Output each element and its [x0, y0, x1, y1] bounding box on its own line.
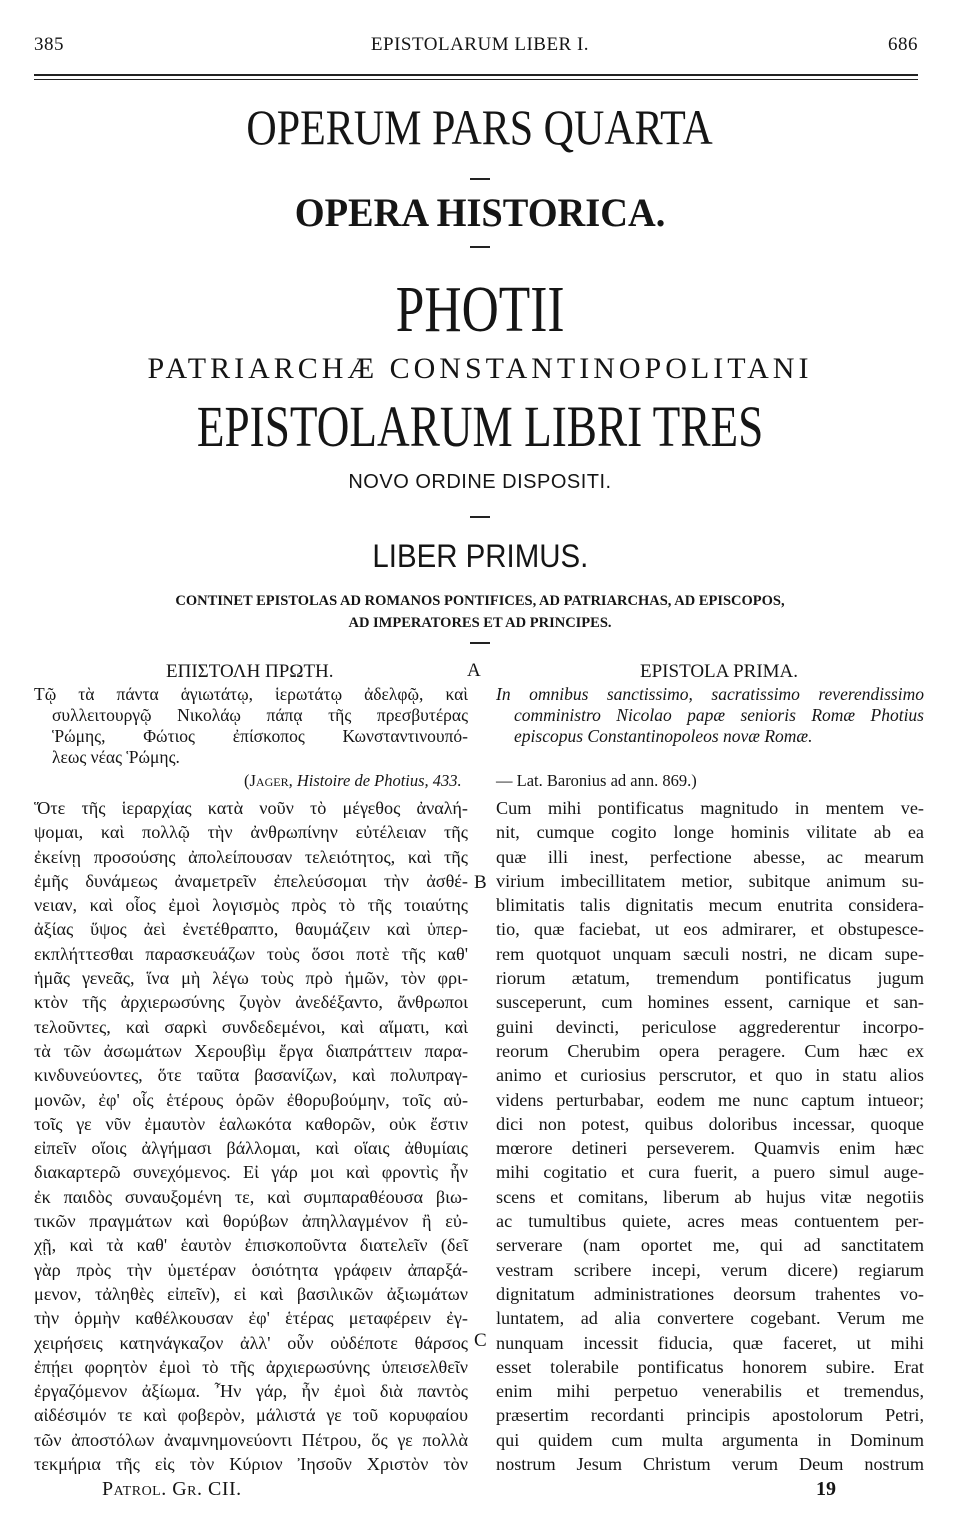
- title-epistolarum: EPISTOLARUM LIBRI TRES: [196, 394, 764, 459]
- title-novo-ordine: NOVO ORDINE DISPOSITI.: [348, 471, 612, 493]
- latin-body-line: reorum Cherubim opera peragere. Cum hæc ex: [496, 1040, 924, 1061]
- footer-patrologia: Patrol. Gr. CII.: [102, 1478, 242, 1500]
- greek-address-line: Τῷ τὰ πάντα ἁγιωτάτῳ, ἱερωτάτῳ ἀδελφῷ, καὶ: [34, 684, 468, 704]
- title-contents-line1: CONTINET EPISTOLAS AD ROMANOS PONTIFICES, AD PATRIARCHAS, AD EPISCOPOS,: [175, 593, 785, 609]
- greek-body-line: τὴν ὁρμὴν καθέλκουσαν ἐφ' ἑτέρας μεταφέρειν ἐγ-: [34, 1308, 468, 1329]
- latin-body-line: mihi cogitatio et cura fuerit, a puero simul auge-: [496, 1162, 924, 1183]
- latin-address-line: comministro Nicolao papæ senioris Romæ Photius: [514, 705, 924, 725]
- footer-signature: 19: [816, 1478, 836, 1500]
- greek-body-line: ἐκείνῃ προσούσης ἀπολείπουσαν τελειότητος, καὶ τῆς: [34, 846, 468, 867]
- latin-body-line: esset tolerabile pontificatus honorem subire. Erat: [496, 1356, 924, 1377]
- latin-body-line: luntatem, ad alia convertere cogebant. Verum me: [496, 1308, 924, 1329]
- latin-body-line: præsertim recordanti principis apostolorum Petri,: [496, 1405, 924, 1426]
- title-dash-3: [470, 516, 490, 518]
- latin-address-line: In omnibus sanctissimo, sacratissimo reverendissimo: [496, 684, 924, 704]
- greek-address-line: Ῥώμης, Φώτιος ἐπίσκοπος Κωνσταντινουπό-: [52, 726, 468, 746]
- greek-body-line: τῶν ἀποστόλων ἀναμνημονεύοντι Πέτρου, ὅς γε πολλὰ: [34, 1429, 468, 1450]
- greek-body-line: ψομαι, καὶ πολλῷ τὴν ἀνθρωπίνην εὐτέλειαν τῆς: [34, 822, 468, 843]
- greek-body-line: κτὸν τῆς ἀρχιερωσύνης ζυγὸν ἀνεδέξαντο, ἄνθρωποι: [34, 992, 468, 1013]
- latin-body-line: tio, quæ faciebat, ut eos admirarer, et obstupesce-: [496, 919, 924, 940]
- latin-body-line: videns perturbabar, eodem me nunc captum intueor;: [496, 1089, 924, 1110]
- latin-body-line: qui quidem cum multa argumenta in Dominum: [496, 1429, 924, 1450]
- source-title: , Histoire de Photius, 433.: [288, 771, 462, 790]
- greek-body-line: αἰδέσιμόν τε καὶ φοβερὸν, μάλιστά γε τοῦ κορυφαίου: [34, 1405, 468, 1426]
- title-dash-4: [470, 642, 490, 644]
- margin-letter-c: C: [474, 1330, 487, 1351]
- title-dash-2: [470, 246, 490, 248]
- greek-body-line: Ὅτε τῆς ἱεραρχίας κατὰ νοῦν τὸ μέγεθος ἀναλή-: [34, 798, 468, 818]
- latin-body-line: enim mihi perpetuo venerabilis et tremendus,: [496, 1381, 924, 1402]
- greek-body-line: τικῶν πραγμάτων καὶ θορύβων ἀπηλλαγμένον ἢ εὐ-: [34, 1211, 468, 1232]
- latin-body-line: dignitatum administrationes deorsum trahentes vo-: [496, 1283, 924, 1304]
- title-photii: PHOTII: [395, 273, 565, 346]
- latin-body-line: virium imbecillitatem metior, subitque animum su-: [496, 870, 924, 891]
- latin-body-text: [496, 796, 924, 1476]
- greek-body-line: τελοῦντες, καὶ σαρκὶ συνδεδεμένοι, καὶ αἵματι, καὶ: [34, 1016, 468, 1037]
- latin-body-line: scens et comitans, liberum ab hujus vitæ negotiis: [496, 1186, 924, 1207]
- greek-body-line: ἐκ παιδὸς συναυξομένη τε, καὶ συμπαραθέουσα βιω-: [34, 1186, 468, 1207]
- greek-body-line: ἐργαζόμενον ἀξίωμα. Ἦν γάρ, ἦν ἐμοὶ διὰ παντὸς: [34, 1381, 468, 1402]
- header-rule-top: [34, 74, 918, 76]
- latin-body-line: Cum mihi pontificatus magnitudo in mentem ve-: [496, 798, 924, 818]
- title-liber-primus: LIBER PRIMUS.: [372, 538, 588, 574]
- latin-body-line: blimitatis talis dignitatis mecum enutrita considera-: [496, 895, 924, 916]
- latin-body-line: dici non potest, quibus doloribus incessar, quoque: [496, 1113, 924, 1134]
- greek-body-line: τὰ τῶν ἀσωμάτων Χερουβὶμ ἔργα διαπράττειν παρα-: [34, 1040, 468, 1061]
- greek-body-line: τεκμήρια τῆς εἰς τὸν Κύριον Ἰησοῦν Χριστὸν τὸν: [34, 1454, 468, 1475]
- latin-body-line: serverare (nam oportet me, qui ad sanctitatem: [496, 1235, 924, 1256]
- greek-letter-heading: ΕΠΙΣΤΟΛΗ ΠΡΩΤΗ.: [166, 661, 334, 682]
- margin-letter-a: A: [467, 660, 481, 681]
- title-dash-1: [470, 178, 490, 180]
- right-page-number: 686: [888, 34, 918, 55]
- greek-body-line: διακαρτερῶ συνεχόμενος. Εἰ γάρ μοι καὶ φροντὶς ἦν: [34, 1162, 468, 1183]
- greek-body-text: [34, 796, 468, 1476]
- source-author: Jager: [249, 771, 289, 790]
- title-patriarchae: PATRIARCHÆ CONSTANTINOPOLITANI: [147, 352, 813, 385]
- greek-body-line: εἰπεῖν οἵοις ἀλγήμασι βάλλομαι, καὶ οἵαις ἀθυμίαις: [34, 1138, 468, 1159]
- latin-address: [496, 684, 924, 747]
- latin-body-line: vestram scribere incepi, verum dicere) regiarum: [496, 1259, 924, 1280]
- latin-body-line: quæ illi inest, perfectione abesse, ac mearum: [496, 846, 924, 867]
- greek-body-line: νειαν, καὶ οἷος ἐμοὶ λογισμὸς πρὸς τὸ τῆς τοιαύτης: [34, 895, 468, 916]
- greek-address-line: λεως νέας Ῥώμης.: [52, 747, 180, 767]
- latin-body-line: ac tumultibus quiete, acres meas contuentem per-: [496, 1211, 924, 1232]
- latin-body-line: riorum ætatum, tremendum pontificatus jugum: [496, 968, 924, 989]
- title-opera-historica: OPERA HISTORICA.: [294, 190, 666, 235]
- greek-body-line: ἐμῆς δυνάμεως ἀναμετρεῖν ἐπελεύσομαι τὴν ἀσθέ-: [34, 870, 468, 891]
- greek-body-line: χειρήσεις κατηνάγκαζον ἀλλ' οὖν οὐδέποτε θάρσος: [34, 1332, 468, 1353]
- greek-source-note: (Jager, Histoire de Photius, 433.: [244, 771, 462, 790]
- latin-body-line: nunquam incessit fiducia, quæ faceret, ut mihi: [496, 1332, 924, 1353]
- latin-body-line: susceperunt, cum homines essent, carnique et san-: [496, 992, 924, 1013]
- header-rule-bottom: [34, 79, 918, 80]
- greek-body-line: ἡμᾶς γενεᾶς, ἵνα μὴ λέγω τοὺς πρὸ ἡμῶν, τὸν φρι-: [34, 968, 468, 989]
- greek-body-line: ἐπῄει φορητὸν ἐμοὶ τὸ τῆς ἀρχιερωσύνης ὑπεισελθεῖν: [34, 1356, 468, 1377]
- latin-address-line: episcopus Constantinopoleos novæ Romæ.: [514, 726, 813, 746]
- latin-body-line: nit, cumque cogito longe hominis vilitate ab ea: [496, 822, 924, 843]
- greek-address: [34, 684, 468, 768]
- latin-body-line: guini devincti, periculose aggrederentur incorpo-: [496, 1016, 924, 1037]
- greek-body-line: μενον, τἀληθὲς εἰπεῖν), εἰ καὶ βασιλικῶν ἀξιωμάτων: [34, 1283, 468, 1304]
- greek-body-line: τοῖς γε νῦν ἐμαυτὸν ἑαλωκότα καθορῶν, οὐκ ἔστιν: [34, 1113, 468, 1134]
- greek-body-line: ἀξίας ὕψος ἀεὶ ἐνετέθραπτο, θαυμάζειν καὶ ὑπερ-: [34, 919, 468, 940]
- greek-body-line: μονῶν, ἐφ' οἷς ἑτέρους ὁρῶν ἐθορυβούμην, τοῖς αὐ-: [34, 1089, 468, 1110]
- latin-body-line: mœrore detineri perseverem. Quamvis enim hæc: [496, 1138, 924, 1159]
- greek-body-line: γὰρ πρὸς τὴν ὑμετέραν ὁσιότητα γράφειν ἀπαρξά-: [34, 1259, 468, 1280]
- greek-address-line: συλλειτουργῷ Νικολάῳ πάπᾳ τῆς πρεσβυτέρας: [52, 705, 468, 725]
- left-page-number: 385: [34, 34, 64, 55]
- greek-body-line: κινδυνεύοντες, ὅτε ταῦτα βασανίζων, καὶ πολυπραγ-: [34, 1065, 468, 1086]
- latin-letter-heading: EPISTOLA PRIMA.: [640, 661, 799, 682]
- greek-body-line: χῇ, καὶ τὰ καθ' ἑαυτὸν ἐπισκοποῦντα διατελεῖν (δεῖ: [34, 1235, 468, 1256]
- margin-letter-b: B: [474, 872, 487, 893]
- latin-body-line: rem quotquot unquam sæculi nostri, ne dicam supe-: [496, 943, 924, 964]
- running-title: EPISTOLARUM LIBER I.: [370, 34, 590, 55]
- latin-body-line: nostrum Jesum Christum verum Deum nostrum: [496, 1454, 924, 1475]
- greek-body-line: εκπλήττεσθαι παρασκευάζων τοὺς ὅσοι ποτὲ τῆς καθ': [34, 943, 468, 964]
- latin-body-line: animo et curiosius perscrutor, et quo in statu alios: [496, 1065, 924, 1086]
- title-contents-line2: AD IMPERATORES ET AD PRINCIPES.: [348, 615, 612, 631]
- latin-source-note: — Lat. Baronius ad ann. 869.): [496, 771, 697, 790]
- title-opera-pars: OPERUM PARS QUARTA: [246, 99, 714, 155]
